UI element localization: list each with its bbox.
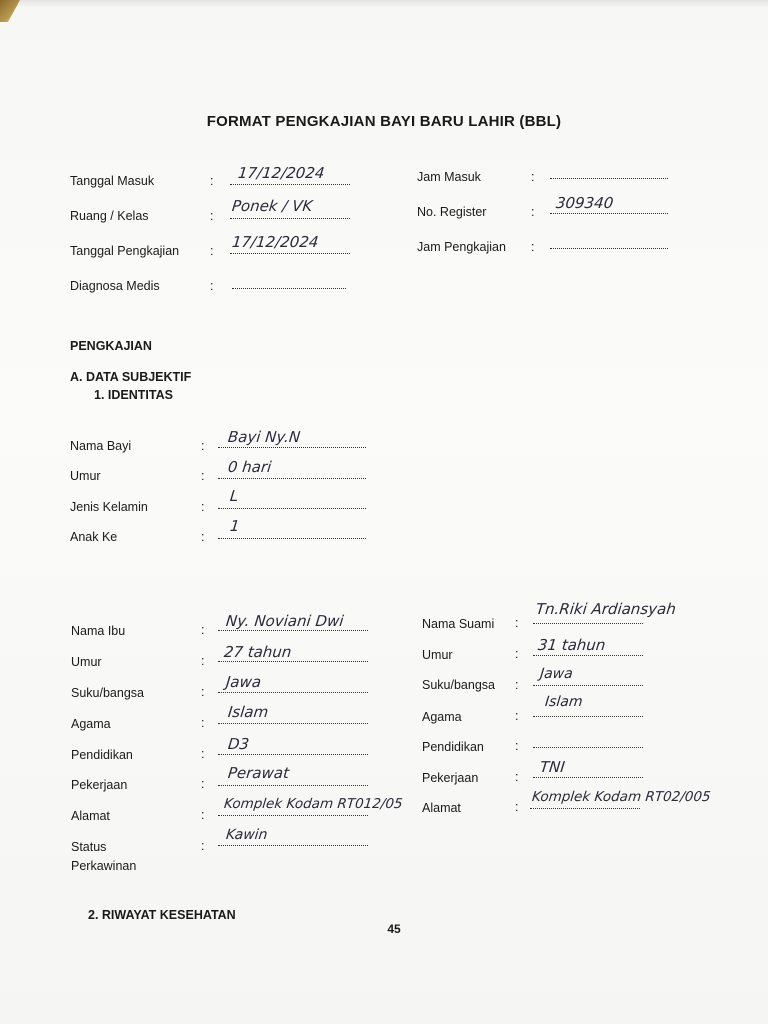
colon: : (201, 623, 205, 637)
suku-ibu-value: Jawa (225, 673, 263, 691)
pekerjaan-ibu-value: Perawat (227, 764, 290, 782)
colon: : (210, 279, 214, 293)
suku-suami-label: Suku/bangsa (422, 678, 495, 692)
ruang-kelas-value: Ponek / VK (231, 197, 314, 215)
alamat-suami-label: Alamat (422, 801, 461, 815)
colon: : (201, 747, 205, 761)
suku-suami-value: Jawa (539, 666, 574, 682)
anak-ke-line (218, 536, 366, 539)
colon: : (201, 469, 205, 483)
pekerjaan-suami-value: TNI (539, 758, 566, 776)
data-subjektif-heading: A. DATA SUBJEKTIF (70, 370, 192, 384)
no-register-value: 309340 (555, 194, 615, 212)
colon: : (201, 530, 205, 544)
pekerjaan-suami-label: Pekerjaan (422, 771, 479, 785)
nama-ibu-label: Nama Ibu (71, 624, 126, 638)
diagnosa-medis-label: Diagnosa Medis (70, 279, 160, 293)
colon: : (515, 709, 519, 723)
nama-ibu-value: Ny. Noviani Dwi (225, 612, 345, 630)
agama-ibu-line (218, 721, 368, 724)
colon: : (201, 808, 205, 822)
tanggal-pengkajian-value: 17/12/2024 (231, 233, 320, 251)
anak-ke-label: Anak Ke (70, 530, 118, 544)
alamat-suami-line (530, 806, 640, 809)
suku-ibu-label: Suku/bangsa (71, 686, 144, 700)
identitas-heading: 1. IDENTITAS (94, 388, 173, 402)
colon: : (210, 244, 214, 258)
riwayat-kesehatan-heading: 2. RIWAYAT KESEHATAN (88, 908, 236, 922)
scan-top-shadow (0, 0, 768, 8)
jenis-kelamin-line (218, 506, 366, 509)
alamat-ibu-value: Komplek Kodam RT012/05 (223, 796, 404, 812)
corner-tab (0, 0, 20, 22)
tanggal-masuk-line (230, 182, 350, 185)
colon: : (201, 685, 205, 699)
colon: : (515, 647, 519, 661)
tanggal-pengkajian-line (230, 251, 350, 254)
agama-ibu-value: Islam (227, 703, 270, 721)
colon: : (531, 170, 535, 184)
colon: : (515, 739, 519, 753)
diagnosa-medis-line (232, 286, 346, 289)
ruang-kelas-label: Ruang / Kelas (70, 209, 149, 223)
status-perkawinan-value: Kawin (225, 827, 269, 843)
colon: : (210, 174, 214, 188)
jam-masuk-line (550, 176, 668, 179)
colon: : (201, 654, 205, 668)
colon: : (210, 209, 214, 223)
jam-pengkajian-label: Jam Pengkajian (417, 240, 506, 254)
alamat-ibu-line (218, 813, 368, 816)
colon: : (531, 240, 535, 254)
umur-ibu-value: 27 tahun (223, 643, 293, 661)
agama-suami-value: Islam (544, 694, 584, 710)
agama-ibu-label: Agama (71, 717, 111, 731)
no-register-label: No. Register (417, 205, 487, 219)
nama-bayi-label: Nama Bayi (70, 439, 132, 453)
colon: : (201, 716, 205, 730)
pekerjaan-ibu-line (218, 783, 368, 786)
umur-bayi-value: 0 hari (227, 458, 273, 476)
colon: : (515, 770, 519, 784)
pengkajian-heading: PENGKAJIAN (70, 339, 152, 353)
colon: : (515, 616, 519, 630)
page-number: 45 (387, 922, 401, 936)
colon: : (201, 777, 205, 791)
colon: : (515, 678, 519, 692)
ruang-kelas-line (230, 216, 350, 219)
jenis-kelamin-value: L (229, 487, 240, 505)
nama-bayi-value: Bayi Ny.N (227, 428, 302, 446)
pendidikan-ibu-value: D3 (227, 735, 251, 753)
perkawinan-label: Perkawinan (71, 859, 137, 873)
alamat-suami-value: Komplek Kodam RT02/005 (531, 789, 712, 805)
colon: : (531, 205, 535, 219)
nama-suami-label: Nama Suami (422, 617, 495, 631)
umur-bayi-label: Umur (70, 469, 101, 483)
colon: : (515, 800, 519, 814)
form-title: FORMAT PENGKAJIAN BAYI BARU LAHIR (BBL) (206, 113, 562, 130)
tanggal-pengkajian-label: Tanggal Pengkajian (70, 244, 180, 258)
alamat-ibu-label: Alamat (71, 809, 110, 823)
umur-suami-label: Umur (422, 648, 453, 662)
umur-ibu-label: Umur (71, 655, 102, 669)
pendidikan-suami-label: Pendidikan (422, 740, 484, 754)
jam-pengkajian-line (550, 246, 668, 249)
umur-bayi-line (218, 476, 366, 479)
suku-suami-line (533, 683, 643, 686)
jenis-kelamin-label: Jenis Kelamin (70, 500, 148, 514)
colon: : (201, 439, 205, 453)
anak-ke-value: 1 (229, 517, 241, 535)
status-perkawinan-line (218, 843, 368, 846)
pendidikan-ibu-label: Pendidikan (71, 748, 133, 762)
status-label: Status (71, 840, 107, 854)
colon: : (201, 500, 205, 514)
agama-suami-line (533, 714, 643, 717)
umur-suami-value: 31 tahun (537, 636, 607, 654)
agama-suami-label: Agama (422, 710, 462, 724)
pekerjaan-ibu-label: Pekerjaan (71, 778, 128, 792)
colon: : (201, 839, 205, 853)
tanggal-masuk-value: 17/12/2024 (237, 164, 326, 182)
tanggal-masuk-label: Tanggal Masuk (70, 174, 155, 188)
nama-suami-value: Tn.Riki Ardiansyah (535, 600, 677, 618)
pendidikan-suami-line (533, 745, 643, 748)
nama-suami-line (533, 621, 643, 624)
jam-masuk-label: Jam Masuk (417, 170, 481, 184)
